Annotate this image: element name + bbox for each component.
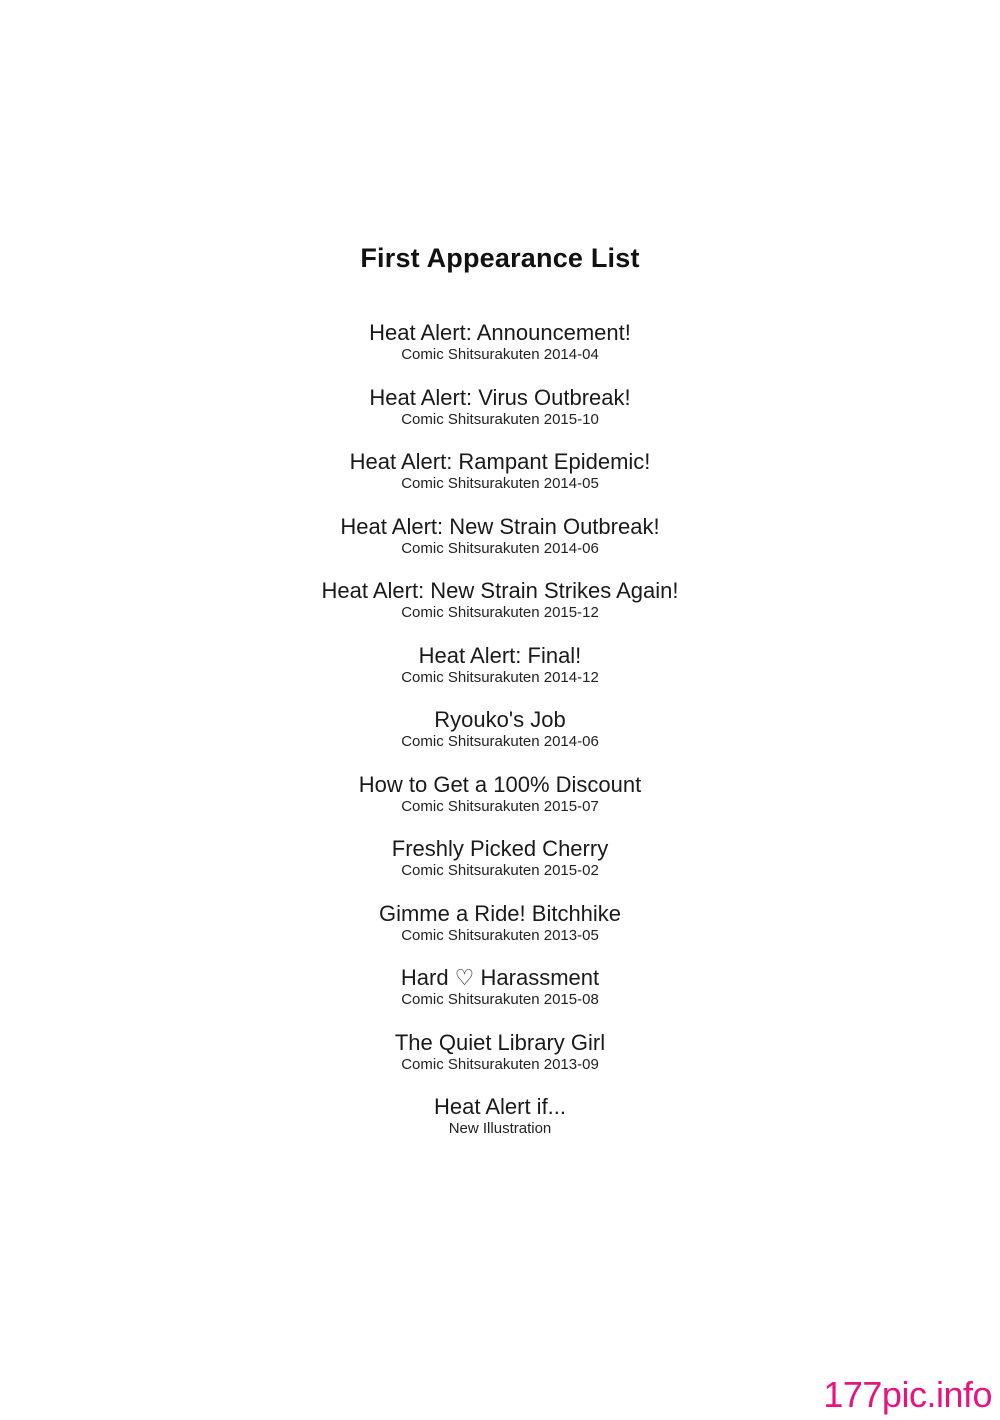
entry-title: Heat Alert if... xyxy=(433,1094,567,1119)
entry-title: Freshly Picked Cherry xyxy=(391,836,609,861)
list-item xyxy=(0,965,1000,1030)
entry-source: Comic Shitsurakuten 2015-07 xyxy=(401,797,599,815)
list-item xyxy=(0,643,1000,708)
entry-title: Heat Alert: Announcement! xyxy=(369,320,631,345)
entry-source: Comic Shitsurakuten 2014-04 xyxy=(401,346,599,363)
list-item xyxy=(0,707,1000,772)
appearance-list xyxy=(0,320,1000,1159)
entry-source: Comic Shitsurakuten 2015-02 xyxy=(401,862,599,879)
entry-source: Comic Shitsurakuten 2013-05 xyxy=(401,926,599,944)
list-item xyxy=(0,1094,1000,1159)
entry-source: Comic Shitsurakuten 2013-09 xyxy=(401,1055,599,1073)
list-item xyxy=(0,1030,1000,1095)
entry-title: Heat Alert: New Strain Outbreak! xyxy=(340,513,660,539)
entry-source: Comic Shitsurakuten 2014-05 xyxy=(401,475,599,492)
entry-title: Hard ♡ Harassment xyxy=(400,965,600,990)
list-item xyxy=(0,449,1000,514)
entry-title: Heat Alert: Rampant Epidemic! xyxy=(349,449,651,474)
entry-source: Comic Shitsurakuten 2014-06 xyxy=(401,539,599,557)
list-item xyxy=(0,385,1000,450)
entry-title: The Quiet Library Girl xyxy=(394,1029,606,1055)
site-watermark: 177pic.info xyxy=(823,1374,992,1415)
entry-title: Heat Alert: Virus Outbreak! xyxy=(369,384,631,410)
entry-source: New Illustration xyxy=(448,1120,552,1137)
entry-title: Gimme a Ride! Bitchhike xyxy=(378,900,622,926)
entry-title: How to Get a 100% Discount xyxy=(358,771,642,797)
entry-source: Comic Shitsurakuten 2014-06 xyxy=(401,733,599,750)
entry-source: Comic Shitsurakuten 2014-12 xyxy=(401,668,599,686)
entry-title: Heat Alert: New Strain Strikes Again! xyxy=(321,578,679,603)
list-item xyxy=(0,578,1000,643)
entry-source: Comic Shitsurakuten 2015-12 xyxy=(401,604,599,621)
list-item xyxy=(0,901,1000,966)
list-item xyxy=(0,772,1000,837)
entry-source: Comic Shitsurakuten 2015-08 xyxy=(401,991,599,1008)
entry-source: Comic Shitsurakuten 2015-10 xyxy=(401,410,599,428)
page-title: First Appearance List xyxy=(360,243,640,273)
list-item xyxy=(0,320,1000,385)
list-item xyxy=(0,514,1000,579)
entry-title: Heat Alert: Final! xyxy=(418,642,582,668)
entry-title: Ryouko's Job xyxy=(434,707,566,732)
list-item xyxy=(0,836,1000,901)
